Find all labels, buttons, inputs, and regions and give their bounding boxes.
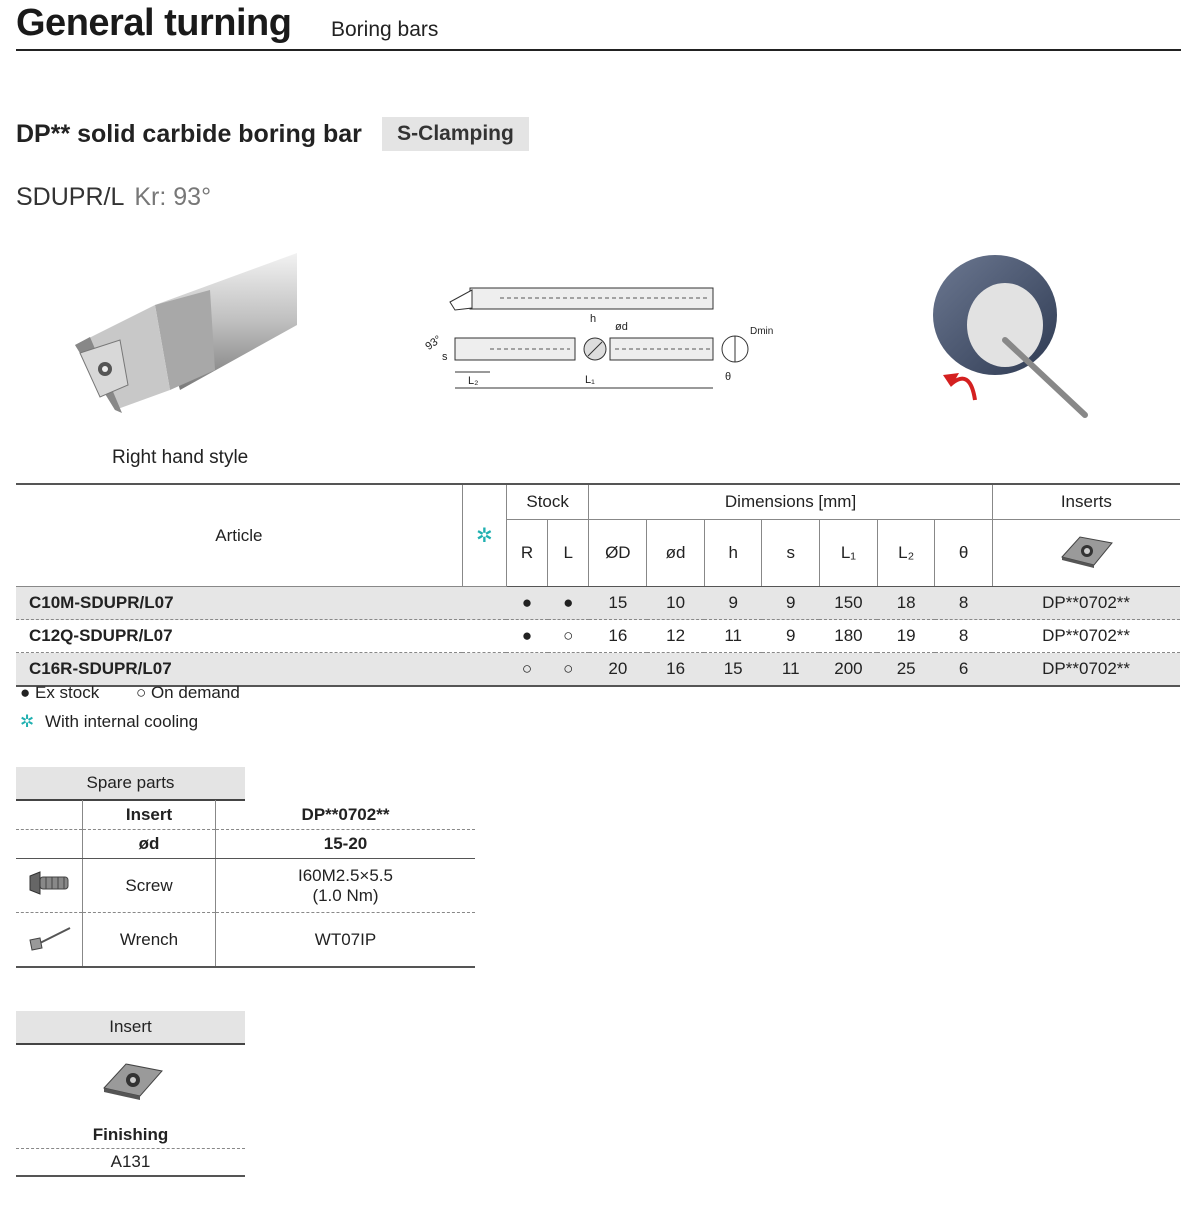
- insert-type: Finishing: [16, 1122, 245, 1149]
- product-code: [16, 183, 211, 212]
- dim-theta-cell: 8: [958, 593, 969, 612]
- screw-torque: (1.0 Nm): [312, 885, 379, 905]
- stock-l-cell: ●: [563, 593, 574, 612]
- legend-on-demand: ○ On demand: [135, 683, 240, 702]
- screw-spec: I60M2.5×5.5: [298, 865, 393, 885]
- screw-label: Screw: [83, 859, 216, 913]
- col-l: L: [548, 520, 589, 587]
- dim-d-cell: 16: [666, 659, 686, 678]
- dim-l1-cell: 180: [834, 626, 863, 645]
- insert-image: [100, 1060, 164, 1102]
- col-l1: L₁: [819, 520, 877, 587]
- legend-ex-stock: ● Ex stock: [20, 683, 100, 702]
- page-title: General turning: [16, 2, 292, 44]
- dim-d-cell: 10: [666, 593, 686, 612]
- legend-cooling: With internal cooling: [44, 712, 199, 731]
- col-s: s: [762, 520, 820, 587]
- clamping-badge: S-Clamping: [382, 117, 529, 151]
- stock-r-cell: ●: [521, 593, 533, 612]
- article-cell: C16R-SDUPR/L07: [29, 659, 172, 678]
- col-dimensions: Dimensions [mm]: [589, 484, 992, 520]
- od-label: ød: [615, 321, 628, 333]
- article-cell: C12Q-SDUPR/L07: [29, 626, 173, 645]
- cooling-cell: [462, 653, 506, 687]
- spare-parts-title: Spare parts: [16, 767, 245, 801]
- col-od-small: ød: [647, 520, 705, 587]
- insert-cell: DP**0702**: [1042, 593, 1131, 612]
- cooling-cell: [462, 620, 506, 653]
- screw-value: [216, 859, 476, 913]
- angle-label: 93°: [423, 333, 444, 353]
- stock-l-cell: ○: [563, 626, 574, 645]
- empty-cell: [16, 830, 83, 859]
- col-cooling: [462, 484, 506, 587]
- table-row: [16, 587, 1180, 620]
- h-label: h: [590, 313, 597, 325]
- insert-icon-cell: [992, 520, 1180, 587]
- dim-D-cell: 16: [608, 626, 628, 645]
- page-subtitle: Boring bars: [331, 18, 439, 41]
- screw-icon: [24, 866, 74, 900]
- theta-label: θ: [725, 371, 732, 383]
- wrench-value: WT07IP: [216, 913, 476, 968]
- insert-label: Insert: [83, 800, 216, 830]
- dim-h-cell: 15: [723, 659, 743, 678]
- dim-s-cell: 9: [785, 593, 796, 612]
- dmin-label: Dmin: [750, 326, 774, 337]
- col-l2: L₂: [877, 520, 935, 587]
- dim-theta-cell: 8: [958, 626, 969, 645]
- screw-icon-cell: [16, 859, 83, 913]
- cooling-legend: [20, 712, 198, 732]
- empty-cell: [16, 800, 83, 830]
- table-row: [16, 620, 1180, 653]
- col-od-big: ØD: [589, 520, 647, 587]
- cooling-icon: ✲: [475, 525, 493, 547]
- dim-l1-cell: 200: [834, 659, 863, 678]
- wrench-label: Wrench: [83, 913, 216, 968]
- hand-style-label: Right hand style: [112, 447, 249, 468]
- col-r: R: [506, 520, 547, 587]
- wrench-icon: [24, 920, 74, 954]
- article-table: [16, 483, 1180, 687]
- stock-legend: [20, 683, 272, 703]
- clamping-illustration: [925, 255, 1105, 425]
- dim-s-cell: 9: [785, 626, 796, 645]
- col-stock: Stock: [506, 484, 589, 520]
- dim-d-cell: 12: [666, 626, 686, 645]
- col-inserts: Inserts: [992, 484, 1180, 520]
- od-label: ød: [83, 830, 216, 859]
- wrench-icon-cell: [16, 913, 83, 968]
- header-divider: [16, 49, 1181, 51]
- technical-drawing: [410, 280, 790, 400]
- product-title: DP** solid carbide boring bar: [16, 120, 362, 148]
- s-label: s: [442, 351, 448, 363]
- stock-l-cell: ○: [563, 659, 574, 678]
- insert-grade: A131: [16, 1149, 245, 1177]
- col-article: Article: [16, 484, 462, 587]
- article-cell: C10M-SDUPR/L07: [29, 593, 174, 612]
- dim-l2-cell: 18: [896, 593, 916, 612]
- insert-value: DP**0702**: [216, 800, 476, 830]
- l1-label: L₁: [585, 374, 595, 386]
- dim-theta-cell: 6: [958, 659, 969, 678]
- dim-l2-cell: 25: [896, 659, 916, 678]
- insert-box-title: Insert: [16, 1011, 245, 1045]
- od-value: 15-20: [216, 830, 476, 859]
- l2-label: L₂: [468, 375, 479, 387]
- dim-h-cell: 9: [728, 593, 738, 612]
- stock-r-cell: ●: [521, 626, 533, 645]
- dim-h-cell: 11: [724, 626, 742, 645]
- col-theta: θ: [935, 520, 992, 587]
- insert-cell: DP**0702**: [1042, 626, 1131, 645]
- dim-D-cell: 20: [608, 659, 628, 678]
- dim-D-cell: 15: [608, 593, 628, 612]
- insert-cell: DP**0702**: [1042, 659, 1131, 678]
- insert-icon: [1058, 533, 1114, 569]
- col-h: h: [704, 520, 762, 587]
- kr-angle: Kr: 93°: [134, 183, 212, 211]
- dim-l2-cell: 19: [896, 626, 916, 645]
- table-row: [16, 653, 1180, 687]
- spare-parts-table: [16, 800, 475, 968]
- product-code-text: SDUPR/L: [16, 183, 125, 211]
- cooling-cell: [462, 587, 506, 620]
- dim-l1-cell: 150: [834, 593, 863, 612]
- stock-r-cell: ○: [521, 659, 533, 678]
- boring-bar-illustration: [60, 245, 310, 445]
- cooling-legend-icon: ✲: [20, 712, 35, 731]
- dim-s-cell: 11: [781, 659, 800, 678]
